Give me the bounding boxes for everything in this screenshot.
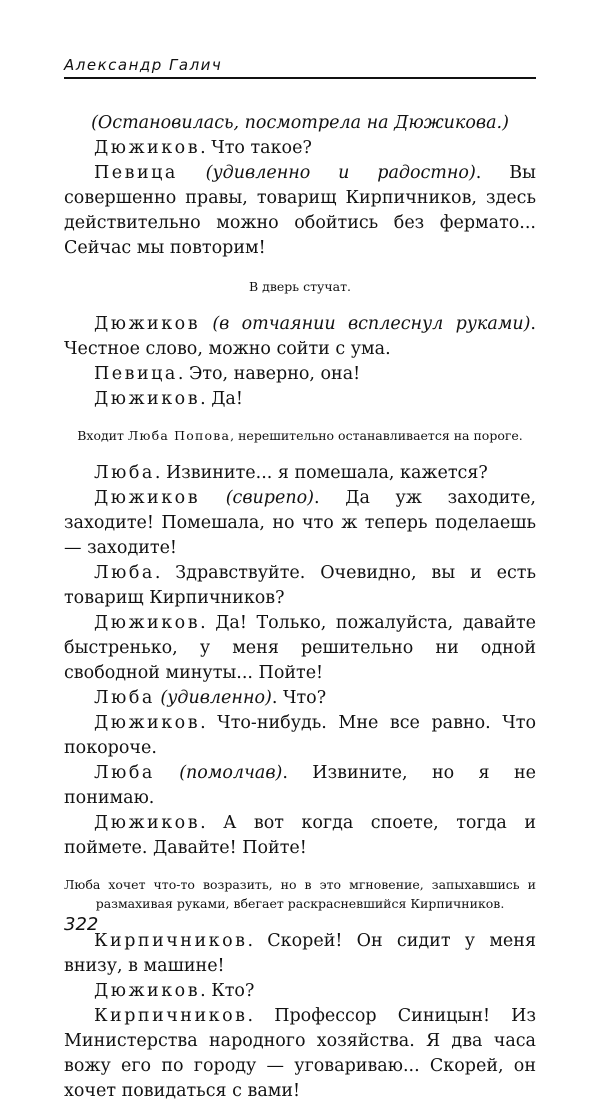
- line-text: . Скорей! Он сидит у меня внизу, в машине!: [64, 931, 536, 976]
- dialogue-line: [64, 461, 536, 486]
- dialogue-line: [64, 387, 536, 412]
- speaker: Дюжиков: [94, 981, 201, 1001]
- stage-direction: В дверь стучат.: [249, 279, 351, 294]
- dialogue-line: [64, 611, 536, 686]
- dialogue-line: [64, 979, 536, 1004]
- direction-text: Входит: [77, 428, 128, 443]
- speaker: Люба: [94, 463, 155, 483]
- line-text: . Профессор Синицын! Из Министерства народного хозяйства. Я два часа вожу его по городу — уговариваю... Скорей, он хочет повидаться с вами!: [64, 1006, 536, 1101]
- line-text: . Да! Только, пожалуйста, давайте быстренько, у меня решительно ни одной свободной минуты... Пойте!: [64, 613, 536, 683]
- remark: (свирепо): [225, 488, 314, 508]
- speaker: Кирпичников: [94, 1006, 248, 1026]
- line-text: . Вы совершенно правы, товарищ Кирпичников, здесь действительно можно обойтись без фермато... Сейчас мы повторим!: [64, 163, 536, 258]
- remark: (удивленно): [160, 688, 272, 708]
- line-text: . Извините... я помешала, кажется?: [154, 463, 488, 483]
- header-rule: [64, 77, 536, 79]
- direction-text: , нерешительно останавливается на пороге.: [230, 428, 523, 443]
- dialogue-line: [64, 1004, 536, 1104]
- speaker: Люба Попова: [127, 428, 231, 443]
- line-text: . Да уж заходите, заходите! Помешала, но что ж теперь поделаешь — заходите!: [64, 488, 536, 558]
- speaker: Певица: [94, 163, 178, 183]
- line-text: . Извините, но я не понимаю.: [64, 763, 536, 808]
- stage-direction: Люба хочет что-то возразить, но в это мгновение, запыхавшись и размахивая руками, вбегает раскрасневшийся Кирпичников.: [64, 877, 536, 911]
- dialogue-line: [64, 811, 536, 861]
- speaker: Дюжиков: [94, 488, 201, 508]
- remark: (удивленно и радостно): [205, 163, 476, 183]
- speaker: Дюжиков: [94, 613, 201, 633]
- stage-direction: [64, 426, 536, 445]
- dialogue-line: [64, 561, 536, 611]
- play-text: [64, 111, 536, 1104]
- line-text: . Что-нибудь. Мне все равно. Что покороче.: [64, 713, 536, 758]
- line-text: . А вот когда споете, тогда и поймете. Давайте! Пойте!: [64, 813, 536, 858]
- dialogue-line: [64, 686, 536, 711]
- author-name: Александр Галич: [64, 56, 223, 74]
- speaker: Дюжиков: [94, 138, 201, 158]
- remark: (в отчаянии всплеснул руками): [212, 314, 531, 334]
- line-text: . Честное слово, можно сойти с ума.: [64, 314, 536, 359]
- speaker: Дюжиков: [94, 813, 201, 833]
- line-text: . Что?: [271, 688, 327, 708]
- running-header: [64, 56, 536, 79]
- speaker: Люба: [94, 563, 155, 583]
- dialogue-line: [64, 486, 536, 561]
- line-text: . Здравствуйте. Очевидно, вы и есть товарищ Кирпичников?: [64, 563, 536, 608]
- line-text: . Кто?: [200, 981, 255, 1001]
- speaker: Люба: [94, 688, 155, 708]
- dialogue-line: [64, 711, 536, 761]
- speaker: Люба: [94, 763, 155, 783]
- speaker: Дюжиков: [94, 713, 201, 733]
- line-text: . Что такое?: [200, 138, 312, 158]
- line-text: . Это, наверно, она!: [177, 364, 361, 384]
- remark: (помолчав): [179, 763, 283, 783]
- speaker: Певица: [94, 364, 178, 384]
- dialogue-line: [64, 312, 536, 362]
- dialogue-line: [64, 362, 536, 387]
- dialogue-line: [64, 136, 536, 161]
- speaker: Дюжиков: [94, 389, 201, 409]
- stage-direction-line: (Остановилась, посмотрела на Дюжикова.): [91, 113, 509, 133]
- dialogue-line: [64, 161, 536, 261]
- dialogue-line: [64, 761, 536, 811]
- page-number: 322: [64, 914, 99, 935]
- speaker: Кирпичников: [94, 931, 248, 951]
- speaker: Дюжиков: [94, 314, 201, 334]
- dialogue-line: [64, 929, 536, 979]
- line-text: . Да!: [200, 389, 243, 409]
